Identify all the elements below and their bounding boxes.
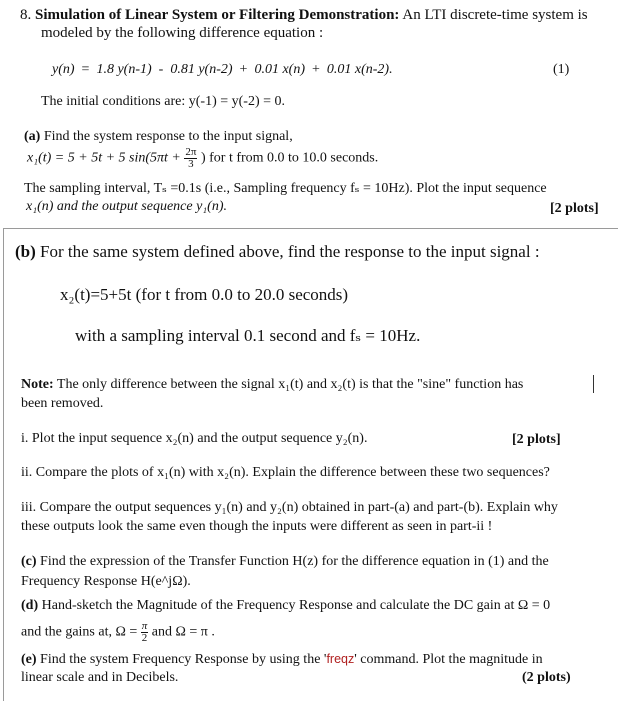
note-text: The only difference between the signal x₁(t) and x₂(t) is that the "sine" function has bbox=[56, 377, 524, 392]
difference-equation: y(n) = 1.8 y(n-1) - 0.81 y(n-2) + 0.01 x(n) + 0.01 x(n-2). bbox=[52, 62, 393, 77]
part-d-gains-prefix: and the gains at, Ω = bbox=[21, 624, 138, 640]
part-e-marks: (2 plots) bbox=[522, 670, 571, 685]
part-a-signal bbox=[27, 147, 378, 170]
problem-header bbox=[20, 6, 588, 24]
part-d-tag: (d) bbox=[21, 598, 39, 613]
initial-conditions: The initial conditions are: y(-1) = y(-2) = 0. bbox=[41, 94, 286, 109]
part-c-line2: Frequency Response H(e^jΩ). bbox=[21, 574, 191, 589]
signal-x2-definition: x₂(t)=5+5t (for t from 0.0 to 20.0 seconds) bbox=[60, 285, 349, 304]
item-i-marks: [2 plots] bbox=[512, 432, 561, 447]
note-line2: been removed. bbox=[21, 396, 104, 411]
part-a-marks: [2 plots] bbox=[550, 201, 599, 216]
part-e-line2: linear scale and in Decibels. bbox=[21, 670, 179, 685]
part-d-text: Hand-sketch the Magnitude of the Frequency Response and calculate the DC gain at Ω = 0 bbox=[41, 598, 551, 613]
part-a-text: Find the system response to the input signal, bbox=[43, 129, 293, 144]
part-e-text-prefix: Find the system Frequency Response by using the ' bbox=[40, 652, 327, 667]
part-b-tag: (b) bbox=[15, 242, 36, 261]
equation-term-2: 0.81 y(n-2) bbox=[170, 62, 233, 77]
note-line1 bbox=[21, 376, 523, 393]
part-c-tag: (c) bbox=[21, 554, 37, 569]
part-e-tag: (e) bbox=[21, 652, 37, 667]
part-d-gains-suffix: and Ω = π . bbox=[151, 624, 215, 640]
part-d-line1 bbox=[21, 597, 550, 614]
part-c-line1 bbox=[21, 553, 549, 570]
omega-fraction-numerator: π bbox=[141, 620, 148, 632]
part-e-text-suffix: ' command. Plot the magnitude in bbox=[354, 652, 543, 667]
phase-fraction bbox=[184, 147, 197, 170]
part-e-line1 bbox=[21, 651, 543, 668]
equation-term-4: 0.01 x(n-2). bbox=[326, 62, 393, 77]
part-a-tag: (a) bbox=[24, 129, 41, 144]
equation-term-3: 0.01 x(n) bbox=[254, 62, 305, 77]
problem-intro: An LTI discrete-time system is bbox=[402, 7, 588, 23]
equation-lhs: y(n) bbox=[52, 62, 75, 77]
part-a-plot-request: x₁(n) and the output sequence y₁(n). bbox=[26, 199, 227, 214]
item-ii: ii. Compare the plots of x₁(n) with x₂(n). Explain the difference between these two sequences? bbox=[21, 465, 550, 480]
omega-fraction-denominator: 2 bbox=[141, 632, 148, 644]
item-iii-line1: iii. Compare the output sequences y₁(n) and y₂(n) obtained in part-(a) and part-(b). Explain why bbox=[21, 500, 558, 515]
item-i: i. Plot the input sequence x₂(n) and the output sequence y₂(n). bbox=[21, 431, 368, 446]
omega-fraction bbox=[141, 621, 149, 644]
phase-fraction-denominator: 3 bbox=[188, 158, 194, 170]
text-cursor bbox=[593, 375, 594, 393]
equation-label: (1) bbox=[553, 62, 570, 77]
equation-term-1: 1.8 y(n-1) bbox=[96, 62, 152, 77]
part-b-text: For the same system defined above, find the response to the input signal : bbox=[40, 242, 540, 261]
freqz-command: freqz bbox=[326, 652, 355, 666]
phase-fraction-numerator: 2π bbox=[185, 146, 197, 158]
problem-intro-line2: modeled by the following difference equation : bbox=[41, 25, 324, 41]
item-iii-line2: these outputs look the same even though the inputs were different as seen in part-ii ! bbox=[21, 519, 493, 534]
part-c-text: Find the expression of the Transfer Function H(z) for the difference equation in (1) and the bbox=[40, 554, 549, 569]
part-d-line2 bbox=[21, 621, 215, 644]
signal-x1-range: ) for t from 0.0 to 10.0 seconds. bbox=[200, 150, 379, 166]
part-a-line1 bbox=[24, 128, 293, 145]
signal-x1-expression: x₁(t) = 5 + 5t + 5 sin(5πt + bbox=[27, 150, 181, 166]
note-label: Note: bbox=[21, 377, 54, 392]
part-b-line1 bbox=[15, 242, 540, 262]
problem-title: Simulation of Linear System or Filtering Demonstration: bbox=[35, 7, 400, 23]
part-a-sampling: The sampling interval, Tₛ =0.1s (i.e., Sampling frequency fₛ = 10Hz). Plot the input sequence bbox=[24, 181, 547, 196]
problem-number: 8. bbox=[20, 7, 32, 23]
part-b-sampling: with a sampling interval 0.1 second and fₛ = 10Hz. bbox=[75, 326, 421, 345]
